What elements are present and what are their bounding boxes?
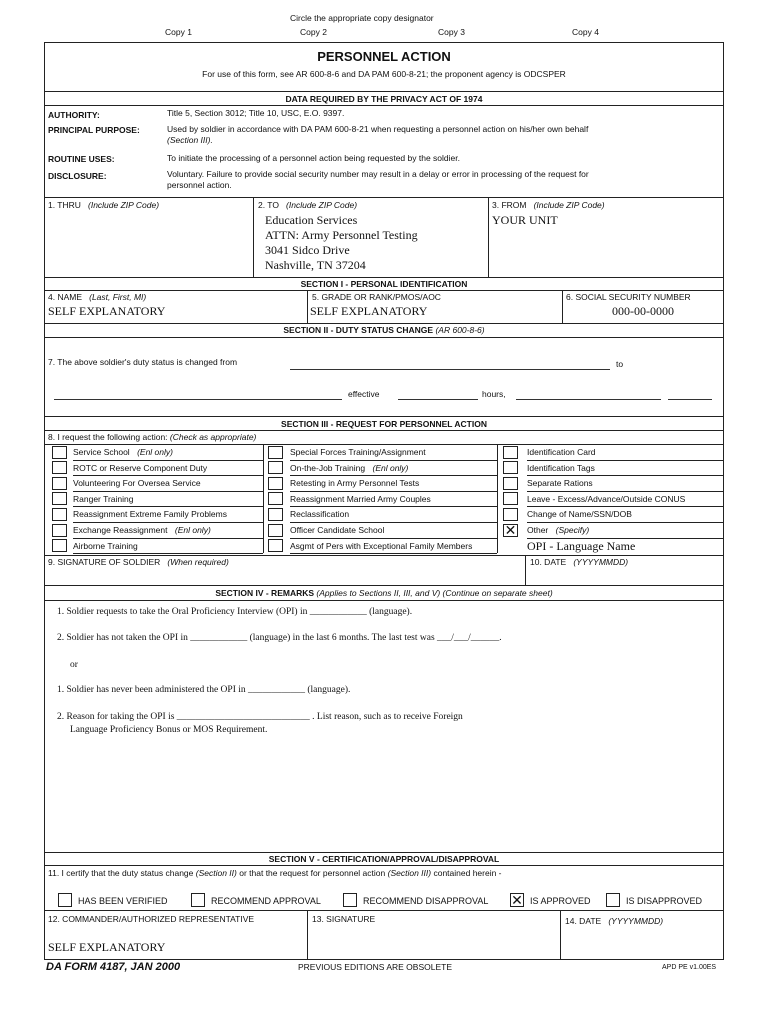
to-status-input[interactable] [54,399,342,400]
grid-row-line [527,491,724,492]
action-checkbox-2-2[interactable] [268,461,283,474]
action-label-1-7 [73,541,138,551]
action-checkbox-2-6[interactable] [268,524,283,537]
certify-hint-b: (Section III) [387,868,432,878]
action-label-text: Change of Name/SSN/DOB [527,509,632,520]
version-label: APD PE v1.00ES [662,964,717,971]
action-checkbox-1-7[interactable] [52,539,67,552]
from-label: 3. FROM [492,200,527,210]
routine-text: To initiate the processing of a personnel action being requested by the soldier. [167,153,460,163]
action-label-1-6 [73,525,211,535]
action-label-note: (Enl only) [172,525,211,535]
from-hint: (Include ZIP Code) [533,200,605,210]
duty-status-line: 7. The above soldier's duty status is changed from [48,357,238,367]
verified-checkbox[interactable] [58,893,72,907]
action-label-text: On-the-Job Training [290,462,366,473]
name-label: 4. NAME [48,292,83,302]
grid-row-line [290,522,497,523]
grid-row-line [73,475,263,476]
action-checkbox-3-1[interactable] [503,446,518,459]
action-label-note: (Specify) [553,525,590,535]
hours-word: hours, [482,389,506,399]
action-label-2-2 [290,463,408,473]
action-checkbox-1-5[interactable] [52,508,67,521]
extra-input[interactable] [668,399,712,400]
grid-row-line [527,475,724,476]
signature-label: 9. SIGNATURE OF SOLDIER [48,557,161,567]
action-label-2-6 [290,525,384,535]
grid-row-line [527,460,724,461]
action-label-3-1 [527,447,596,457]
remark-2: 2. Soldier has not taken the OPI in ____________ (language) in the last 6 months. The last test was ___/___/______. [57,633,502,643]
thru-hint: (Include ZIP Code) [88,200,160,210]
recommend-approval-label: RECOMMEND APPROVAL [211,896,321,906]
disclosure-text-1: Voluntary. Failure to provide social security number may result in a delay or error in processing of the request for [167,169,589,179]
action-checkbox-3-3[interactable] [503,477,518,490]
action-label-text: Leave - Excess/Advance/Outside CONUS [527,493,686,504]
hours-input[interactable] [516,399,661,400]
action-checkbox-1-2[interactable] [52,461,67,474]
approved-label: IS APPROVED [530,896,591,906]
date-14-hint: (YYYYMMDD) [608,916,664,926]
action-label-3-3 [527,478,593,488]
purpose-text-2: (Section III). [167,135,213,145]
section5-heading: SECTION V - CERTIFICATION/APPROVAL/DISAPPROVAL [268,854,500,864]
purpose-text-1: Used by soldier in accordance with DA PAM 600-8-21 when requesting a personnel action on his/her own behalf [167,124,589,134]
disapproved-checkbox[interactable] [606,893,620,907]
from-status-input[interactable] [290,369,610,370]
name-field-label [48,292,146,302]
section2-ref: (AR 600-8-6) [435,325,485,335]
disclosure-text-2: personnel action. [167,180,232,190]
commander-value[interactable]: SELF EXPLANATORY [48,940,166,954]
action-label-1-1 [73,447,173,457]
grid-row-line [290,506,497,507]
date-14-field-label [565,916,663,926]
date-field-label [530,557,628,567]
recommend-approval-checkbox[interactable] [191,893,205,907]
copy-1[interactable]: Copy 1 [165,27,192,37]
disapproved-label: IS DISAPPROVED [626,896,703,906]
grid-row-line [73,538,263,539]
ssn-value[interactable]: 000-00-0000 [612,304,674,318]
action-label-text: Separate Rations [527,478,593,489]
signature-13-label: 13. SIGNATURE [312,914,376,924]
action-label-1-4 [73,494,133,504]
thru-label: 1. THRU [48,200,81,210]
copy-3[interactable]: Copy 3 [438,27,465,37]
action-label-text: Officer Candidate School [290,525,385,535]
grid-separator-1 [263,444,264,553]
grade-value[interactable]: SELF EXPLANATORY [310,304,428,318]
remark-4a: 2. Reason for taking the OPI is ____________________________ . List reason, such as to receive Foreign [57,712,463,722]
action-label-text: Other [527,525,549,535]
from-value[interactable]: YOUR UNIT [492,213,558,227]
grid-row-line [527,522,724,523]
copy-4[interactable]: Copy 4 [572,27,599,37]
action-label-1-5 [73,509,227,519]
copy-2[interactable]: Copy 2 [300,27,327,37]
grid-row-line [73,522,263,523]
thru-field[interactable] [48,200,159,210]
action-checkbox-1-1[interactable] [52,446,67,459]
to-line-2: ATTN: Army Personnel Testing [265,228,418,242]
action-label-text: Reclassification [290,509,350,520]
action-label-text: Ranger Training [73,493,134,504]
recommend-disapproval-label: RECOMMEND DISAPPROVAL [363,896,489,906]
action-checkbox-1-6[interactable] [52,524,67,537]
action-checkbox-2-3[interactable] [268,477,283,490]
action-label-note: (Enl only) [370,462,409,473]
signature-field-label [48,557,229,567]
section1-heading: SECTION I - PERSONAL IDENTIFICATION [300,279,468,289]
action-label-text: ROTC or Reserve Component Duty [73,462,208,473]
to-label: 2. TO [258,200,279,210]
action-label-1-3 [73,478,201,488]
action-label-text: Airborne Training [73,540,138,551]
action-checkbox-2-4[interactable] [268,492,283,505]
grid-row-line [73,491,263,492]
grid-row-line [290,475,497,476]
action-label-2-1 [290,447,426,457]
action-label-2-3 [290,478,419,488]
action-label-1-2 [73,463,207,473]
to-line-4: Nashville, TN 37204 [265,258,366,272]
action-label-text: Identification Tags [527,462,595,473]
authority-label: AUTHORITY: [48,110,100,120]
action-checkbox-2-1[interactable] [268,446,283,459]
effective-word: effective [348,389,380,399]
date-hint: (YYYYMMDD) [573,557,629,567]
certify-line [48,868,502,878]
form-id: DA FORM 4187, JAN 2000 [46,961,181,973]
remark-1: 1. Soldier requests to take the Oral Proficiency Interview (OPI) in ____________ (language). [57,607,413,617]
obsolete-notice: PREVIOUS EDITIONS ARE OBSOLETE [298,962,452,972]
action-label-text: Special Forces Training/Assignment [290,447,426,457]
certify-text-c: contained herein - [433,868,502,878]
section4-heading-row [44,588,724,598]
authority-text: Title 5, Section 3012; Title 10, USC, E.O. 9397. [167,108,345,118]
action-label-text: Retesting in Army Personnel Tests [290,478,420,489]
section2-heading-row [44,325,724,335]
disclosure-label: DISCLOSURE: [48,171,107,181]
date-14-label: 14. DATE [565,916,602,926]
action-label-text: Exchange Reassignment [73,525,168,535]
from-field-label [492,200,605,210]
action-checkbox-2-5[interactable] [268,508,283,521]
action-label-3-5 [527,509,632,519]
signature-hint: (When required) [167,557,229,567]
action-label-text: Reassignment Married Army Couples [290,493,431,504]
action-label-text: Service School [73,447,130,457]
action-checkbox-1-3[interactable] [52,477,67,490]
section4-heading: SECTION IV - REMARKS [215,588,315,598]
remark-4b: Language Proficiency Bonus or MOS Requirement. [70,725,268,735]
action-label-text: Identification Card [527,447,596,457]
remark-or: or [70,660,78,670]
name-value[interactable]: SELF EXPLANATORY [48,304,166,318]
form-title: PERSONNEL ACTION [317,49,451,64]
to-line-3: 3041 Sidco Drive [265,243,350,257]
copy-instruction: Circle the appropriate copy designator [290,13,434,23]
other-value[interactable]: OPI - Language Name [527,539,636,553]
to-hint: (Include ZIP Code) [286,200,358,210]
approved-checkbox[interactable]: ✕ [511,892,523,908]
to-field-label [258,200,357,210]
action-checkbox-1-4[interactable] [52,492,67,505]
action-label-text: Volunteering For Oversea Service [73,478,201,489]
name-hint: (Last, First, MI) [89,292,147,302]
action-label-text: Asgmt of Pers with Exceptional Family Members [290,540,473,551]
date-label: 10. DATE [530,557,567,567]
action-checkbox-3-5[interactable] [503,508,518,521]
grid-row-line [290,460,497,461]
effective-date-input[interactable] [398,399,478,400]
grid-separator-2 [497,444,498,553]
action-checkbox-3-2[interactable] [503,461,518,474]
action-label-note: (Enl only) [134,447,173,457]
form-subtitle: For use of this form, see AR 600-8-6 and DA PAM 600-8-21; the proponent agency is ODCSPER [202,69,566,79]
grid-row-line [73,506,263,507]
action-checkbox-2-7[interactable] [268,539,283,552]
ssn-label: 6. SOCIAL SECURITY NUMBER [566,292,691,302]
action-label-2-5 [290,509,349,519]
action-label-3-2 [527,463,595,473]
item8-row [48,432,256,442]
verified-label: HAS BEEN VERIFIED [78,896,168,906]
action-checkbox-3-6[interactable]: ✕ [504,521,517,538]
section3-heading: SECTION III - REQUEST FOR PERSONNEL ACTION [281,419,487,429]
to-address[interactable] [265,213,418,273]
action-label-3-6 [527,525,589,535]
action-checkbox-3-4[interactable] [503,492,518,505]
routine-label: ROUTINE USES: [48,154,115,164]
recommend-disapproval-checkbox[interactable] [343,893,357,907]
certify-hint-a: (Section II) [195,868,237,878]
certify-text-b: or that the request for personnel action [239,868,386,878]
grade-label: 5. GRADE OR RANK/PMOS/AOC [312,292,441,302]
item8-label: 8. I request the following action: [48,432,168,442]
section4-hint: (Applies to Sections II, III, and V) (Continue on separate sheet) [316,588,553,598]
privacy-heading: DATA REQUIRED BY THE PRIVACY ACT OF 1974 [285,94,483,104]
grid-row-line [73,460,263,461]
certify-text-a: 11. I certify that the duty status change [48,868,194,878]
section2-heading: SECTION II - DUTY STATUS CHANGE [283,325,434,335]
to-word: to [616,359,624,369]
commander-label: 12. COMMANDER/AUTHORIZED REPRESENTATIVE [48,914,255,924]
action-label-2-7 [290,541,472,551]
remark-3: 1. Soldier has never been administered the OPI in ____________ (language). [57,685,351,695]
action-label-2-4 [290,494,431,504]
purpose-label: PRINCIPAL PURPOSE: [48,125,140,135]
grid-row-line [290,491,497,492]
action-label-3-4 [527,494,685,504]
grid-row-line [290,538,497,539]
item8-hint: (Check as appropriate) [169,432,257,442]
action-label-text: Reassignment Extreme Family Problems [73,509,227,520]
to-line-1: Education Services [265,213,358,227]
grid-row-line [527,506,724,507]
